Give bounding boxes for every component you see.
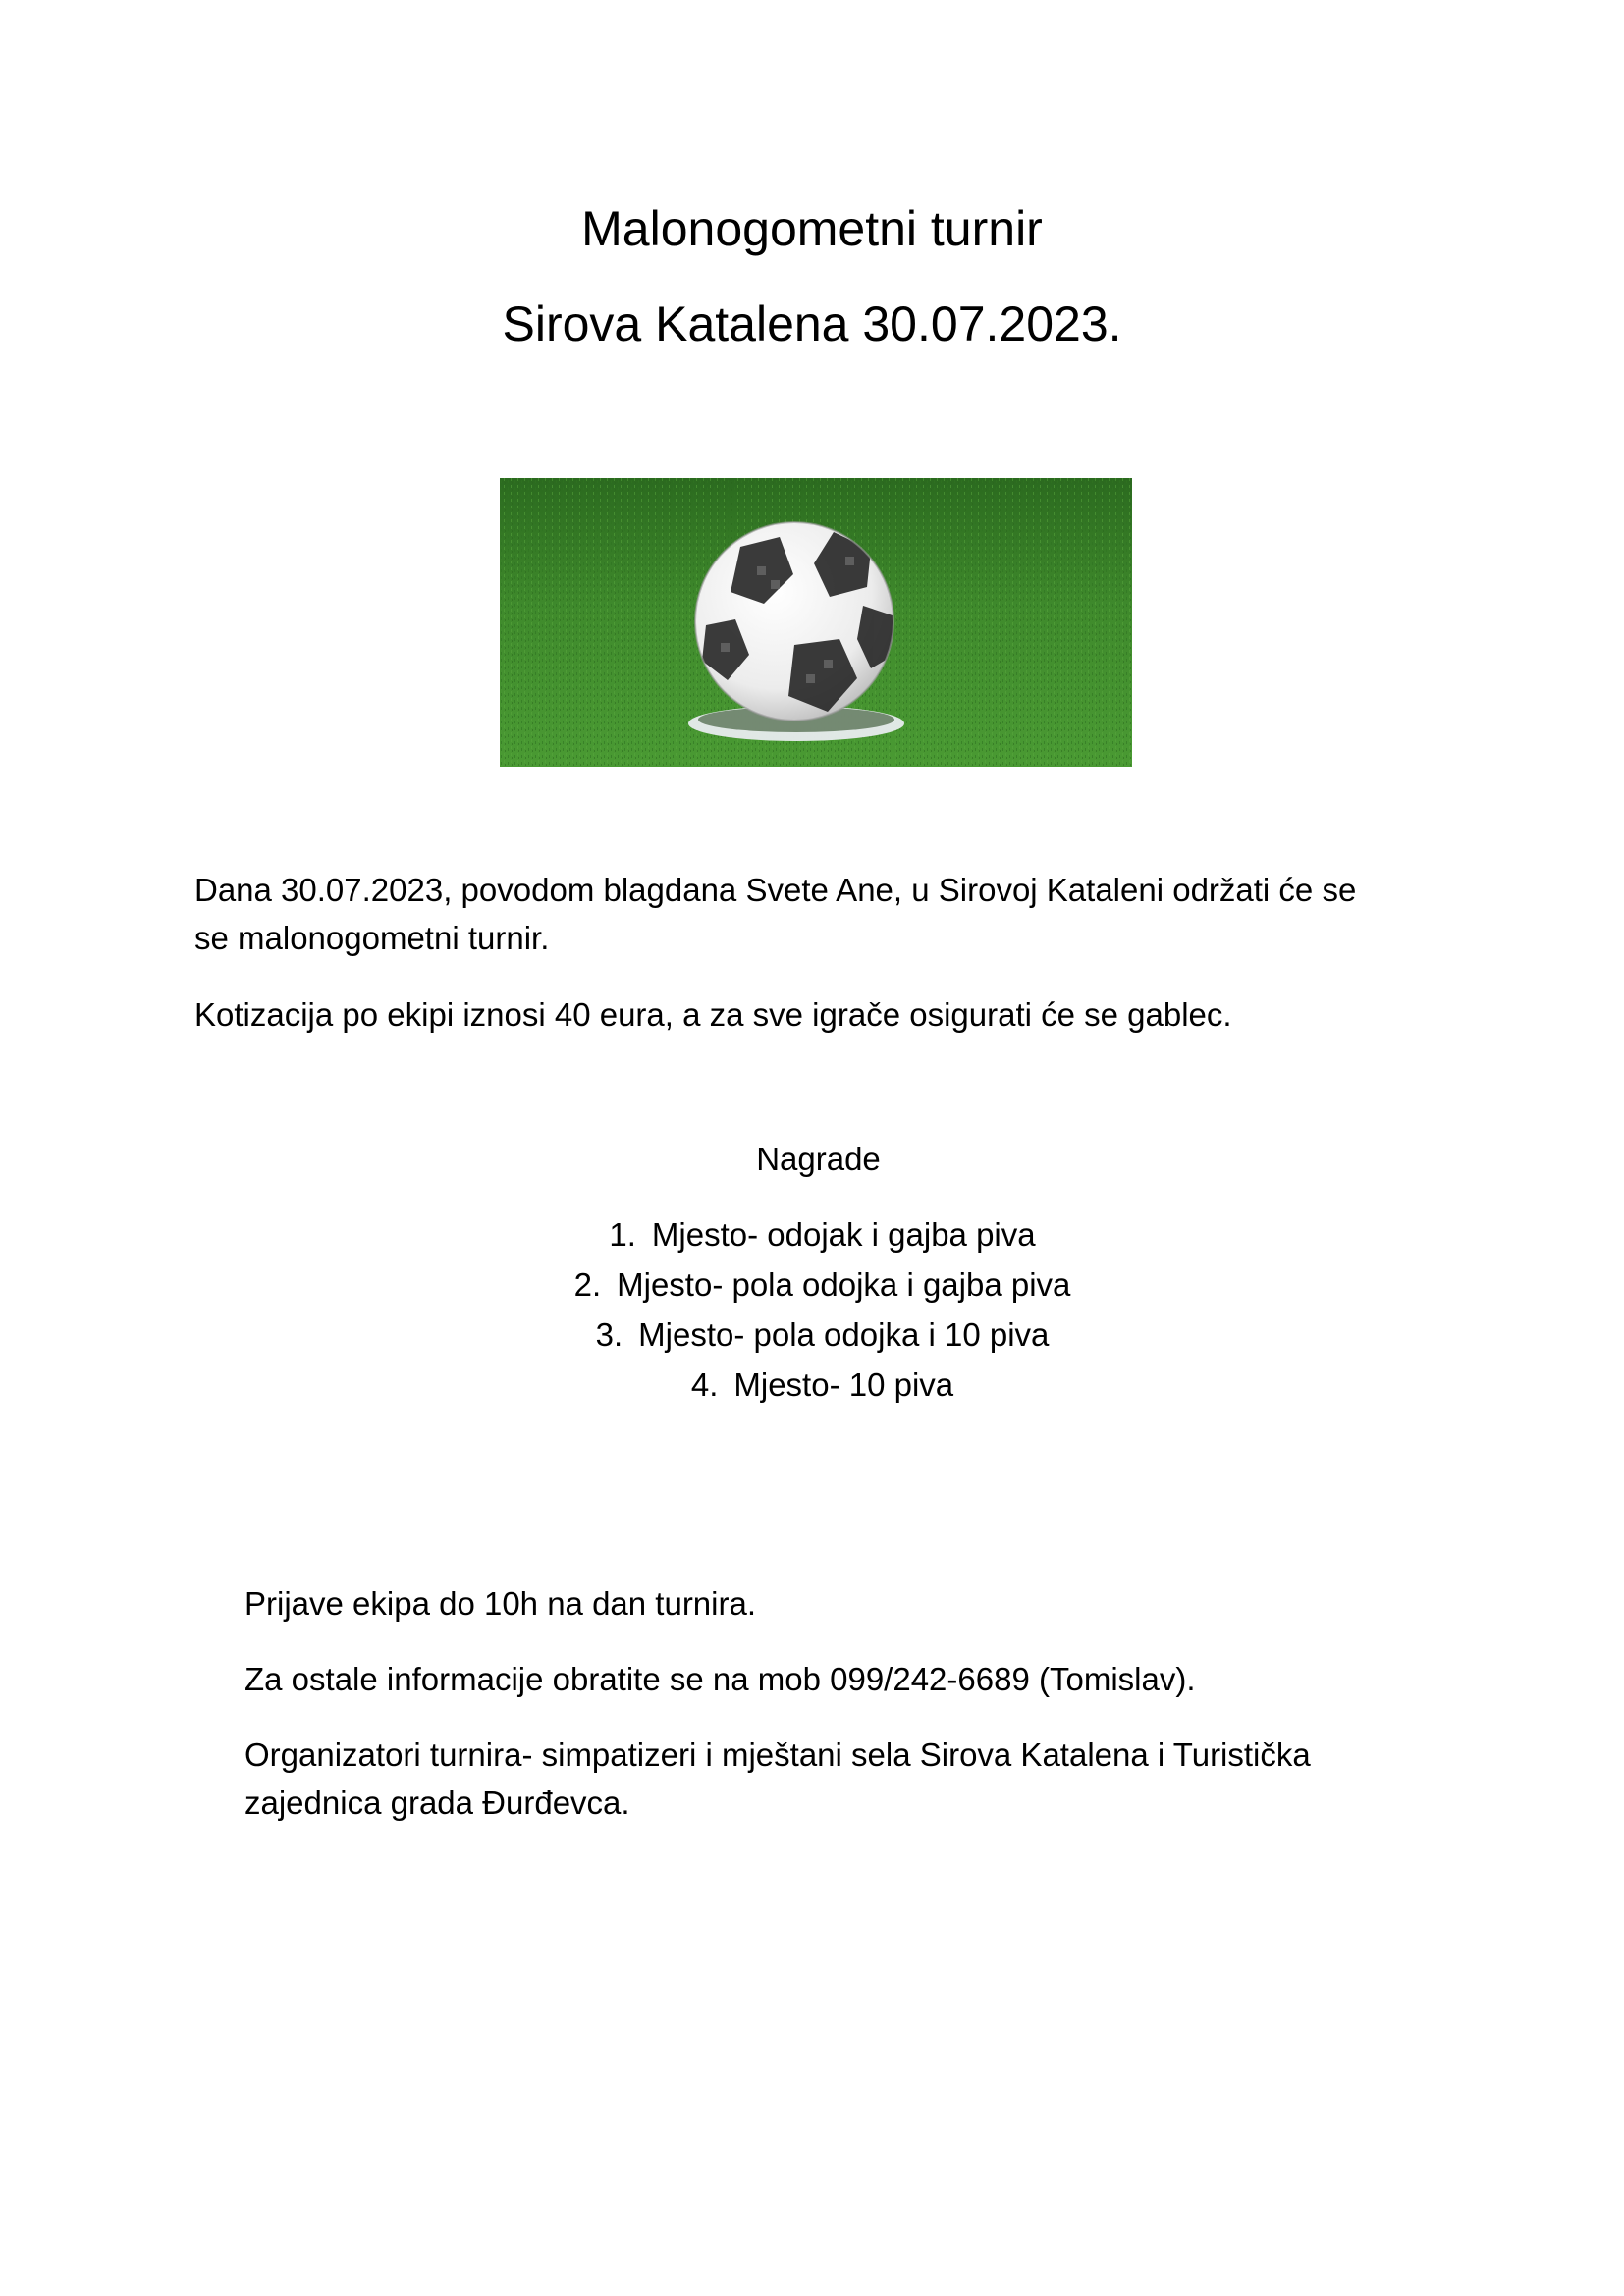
prize-number: 3.: [595, 1316, 623, 1353]
intro-paragraph-line-2: se malonogometni turnir.: [194, 920, 550, 956]
prizes-list: [0, 1209, 1624, 1410]
fee-paragraph: Kotizacija po ekipi iznosi 40 eura, a za sve igrače osigurati će se gablec.: [194, 996, 1232, 1033]
prize-item-2: [0, 1259, 1624, 1309]
signup-paragraph: Prijave ekipa do 10h na dan turnira.: [244, 1585, 757, 1622]
prize-item-1: [0, 1209, 1624, 1259]
prize-item-4: [0, 1360, 1624, 1410]
organizers-paragraph-line-1: Organizatori turnira- simpatizeri i mještani sela Sirova Katalena i Turistička: [244, 1736, 1311, 1773]
prize-number: 2.: [573, 1266, 602, 1303]
prize-text: Mjesto- odojak i gajba piva: [651, 1216, 1036, 1253]
document-title: Malonogometni turnir: [581, 201, 1043, 256]
prize-text: Mjesto- pola odojka i 10 piva: [638, 1316, 1050, 1353]
prize-item-3: [0, 1309, 1624, 1360]
prize-text: Mjesto- pola odojka i gajba piva: [617, 1266, 1071, 1303]
intro-paragraph-line-1: Dana 30.07.2023, povodom blagdana Svete Ane, u Sirovoj Kataleni održati će se: [194, 872, 1357, 908]
document-subtitle: Sirova Katalena 30.07.2023.: [502, 296, 1122, 351]
prize-number: 1.: [609, 1216, 636, 1253]
prize-text: Mjesto- 10 piva: [733, 1366, 954, 1403]
prizes-heading: Nagrade: [756, 1141, 881, 1177]
organizers-paragraph-line-2: zajednica grada Đurđevca.: [244, 1785, 630, 1821]
prize-number: 4.: [690, 1366, 719, 1403]
contact-paragraph: Za ostale informacije obratite se na mob 099/242-6689 (Tomislav).: [244, 1661, 1196, 1697]
soccer-ball-photo: [500, 478, 1132, 767]
